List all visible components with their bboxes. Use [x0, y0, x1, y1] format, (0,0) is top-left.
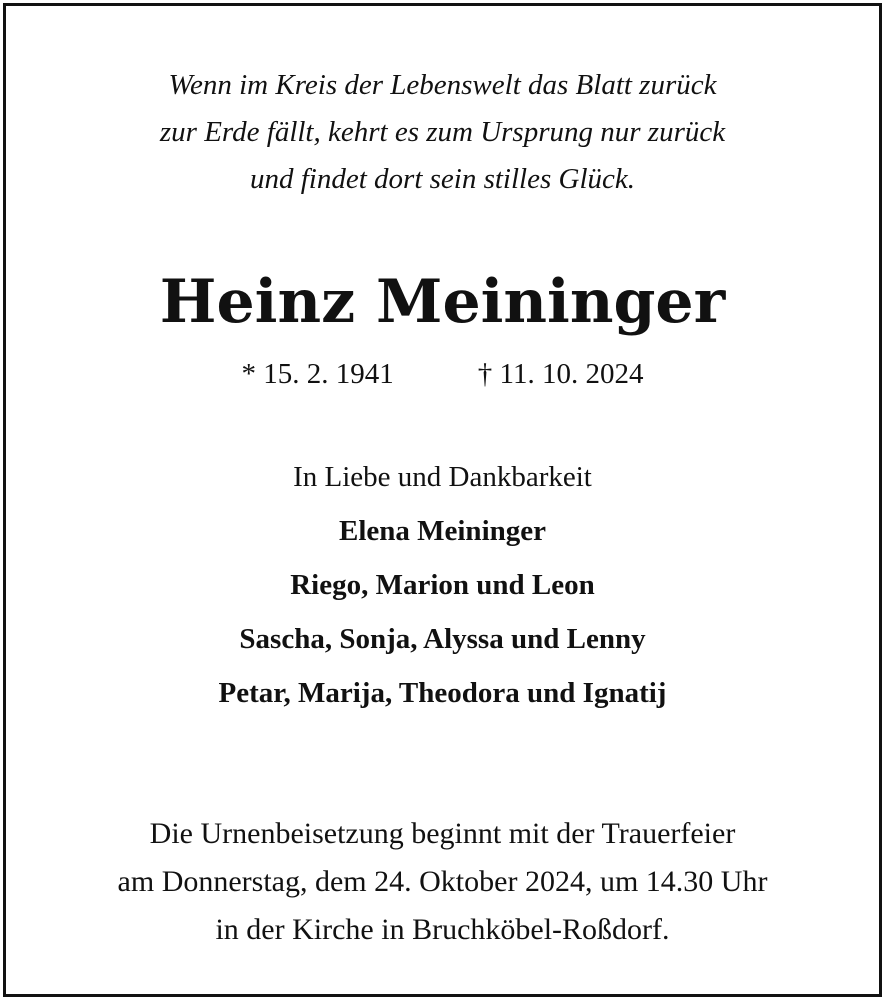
mourners	[0, 450, 885, 720]
poem-line: zur Erde fällt, kehrt es zum Ursprung nur zurück	[159, 116, 726, 148]
mourners-intro: In Liebe und Dankbarkeit	[293, 461, 592, 493]
death-date: † 11. 10. 2024	[477, 358, 644, 390]
poem-line: und findet dort sein stilles Glück.	[249, 163, 635, 195]
poem-line: Wenn im Kreis der Lebenswelt das Blatt zurück	[168, 69, 717, 101]
poem	[0, 62, 885, 203]
mourner-family: Riego, Marion und Leon	[290, 569, 595, 601]
service-line: Die Urnenbeisetzung beginnt mit der Trauerfeier	[149, 817, 736, 850]
deceased-name: Heinz Meininger	[159, 267, 726, 337]
mourner-family: Sascha, Sonja, Alyssa und Lenny	[239, 623, 646, 655]
service-info	[0, 810, 885, 954]
mourner-family: Elena Meininger	[338, 515, 546, 547]
service-line: in der Kirche in Bruchköbel-Roßdorf.	[215, 913, 670, 946]
mourner-family: Petar, Marija, Theodora und Ignatij	[218, 677, 667, 709]
life-dates	[0, 354, 885, 394]
birth-date: * 15. 2. 1941	[241, 358, 394, 390]
service-line: am Donnerstag, dem 24. Oktober 2024, um 14.30 Uhr	[117, 865, 768, 898]
